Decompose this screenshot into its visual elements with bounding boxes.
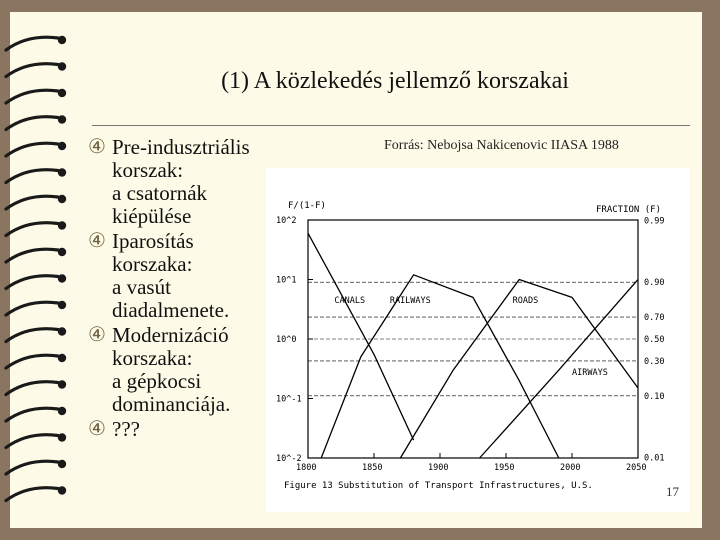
series-label: AIRWAYS xyxy=(572,367,608,378)
binding-hole xyxy=(58,327,66,335)
binding-hole xyxy=(58,460,66,468)
spiral-binding xyxy=(0,0,80,540)
spiral-ring xyxy=(6,196,58,209)
chart-svg xyxy=(266,168,690,512)
bullet-line: korszaka: xyxy=(112,252,193,276)
chart-caption: Figure 13 Substitution of Transport Infrastructures, U.S. xyxy=(284,481,593,491)
bullet-list xyxy=(88,136,288,443)
spiral-ring xyxy=(6,117,58,130)
y-left-tick-label: 10^2 xyxy=(276,216,297,226)
binding-hole xyxy=(58,168,66,176)
y-left-tick-label: 10^-2 xyxy=(276,454,302,464)
y-right-tick-label: 0.70 xyxy=(644,313,665,324)
binding-hole xyxy=(58,301,66,309)
bullet-line: dominanciája. xyxy=(112,392,231,416)
spiral-ring xyxy=(6,143,58,156)
spiral-ring xyxy=(6,435,58,448)
binding-hole xyxy=(58,36,66,44)
title-divider xyxy=(92,125,690,126)
bullet-line: korszak: xyxy=(112,158,184,182)
bullet-line: kiépülése xyxy=(112,204,192,228)
spiral-ring xyxy=(6,488,58,501)
binding-hole xyxy=(58,486,66,494)
spiral-ring xyxy=(6,223,58,236)
bullet-line: Iparosítás xyxy=(112,229,194,253)
bullet-line: a csatornák xyxy=(112,181,208,205)
spiral-ring xyxy=(6,90,58,103)
bullet-line: Pre-indusztriális xyxy=(112,135,250,159)
bullet-checkbox-icon: ④ xyxy=(88,324,106,346)
x-tick-label: 1850 xyxy=(362,463,383,473)
bullet-item xyxy=(88,418,288,441)
bullet-line: a gépkocsi xyxy=(112,369,202,393)
binding-hole xyxy=(58,221,66,229)
y-right-tick-label: 0.50 xyxy=(644,335,665,345)
spiral-ring xyxy=(6,37,58,50)
binding-hole xyxy=(58,248,66,256)
binding-hole xyxy=(58,115,66,123)
spiral-ring xyxy=(6,276,58,289)
spiral-ring xyxy=(6,329,58,342)
bullet-item xyxy=(88,324,288,416)
spiral-ring xyxy=(6,249,58,262)
y-right-tick-label: 0.90 xyxy=(644,278,665,289)
y-right-tick-label: 0.01 xyxy=(644,453,665,464)
bullet-checkbox-icon: ④ xyxy=(88,136,106,158)
spiral-ring xyxy=(6,408,58,421)
series-line xyxy=(480,280,638,459)
x-tick-label: 2050 xyxy=(626,463,647,473)
binding-hole xyxy=(58,354,66,362)
x-tick-label: 2000 xyxy=(560,463,581,473)
series-label: CANALS xyxy=(334,296,366,307)
bullet-item xyxy=(88,136,288,228)
spiral-ring xyxy=(6,302,58,315)
spiral-ring xyxy=(6,64,58,77)
bullet-checkbox-icon: ④ xyxy=(88,418,106,440)
spiral-ring xyxy=(6,355,58,368)
y-left-tick-label: 10^1 xyxy=(276,275,297,286)
bullet-item xyxy=(88,230,288,322)
binding-hole xyxy=(58,407,66,415)
binding-hole xyxy=(58,380,66,388)
substitution-chart xyxy=(266,168,690,512)
source-citation: Forrás: Nebojsa Nakicenovic IIASA 1988 xyxy=(384,138,619,153)
spiral-ring xyxy=(6,170,58,183)
bullet-line: diadalmenete. xyxy=(112,298,230,322)
slide-title: (1) A közlekedés jellemző korszakai xyxy=(221,68,569,94)
series-line xyxy=(308,233,414,440)
binding-hole xyxy=(58,62,66,70)
binding-hole xyxy=(58,195,66,203)
bullet-checkbox-icon: ④ xyxy=(88,230,106,252)
x-tick-label: 1900 xyxy=(428,463,449,473)
y-axis-right-label: FRACTION (F) xyxy=(596,205,662,215)
bullet-line: korszaka: xyxy=(112,346,193,370)
spiral-ring xyxy=(6,461,58,474)
y-right-tick-label: 0.30 xyxy=(644,356,665,367)
y-right-tick-label: 0.10 xyxy=(644,391,665,402)
y-right-tick-label: 0.99 xyxy=(644,216,665,227)
page-number: 17 xyxy=(666,484,679,499)
spiral-ring xyxy=(6,382,58,395)
bullet-line: Modernizáció xyxy=(112,323,229,347)
y-axis-label: F/(1-F) xyxy=(288,201,326,211)
binding-hole xyxy=(58,433,66,441)
series-label: RAILWAYS xyxy=(389,296,431,307)
y-left-tick-label: 10^0 xyxy=(276,335,297,345)
y-left-tick-label: 10^-1 xyxy=(276,394,302,405)
binding-hole xyxy=(58,89,66,97)
bullet-line: ??? xyxy=(112,417,140,441)
bullet-line: a vasút xyxy=(112,275,171,299)
x-tick-label: 1800 xyxy=(296,463,317,473)
x-tick-label: 1950 xyxy=(494,463,515,473)
series-label: ROADS xyxy=(512,296,539,307)
binding-hole xyxy=(58,274,66,282)
binding-hole xyxy=(58,142,66,150)
